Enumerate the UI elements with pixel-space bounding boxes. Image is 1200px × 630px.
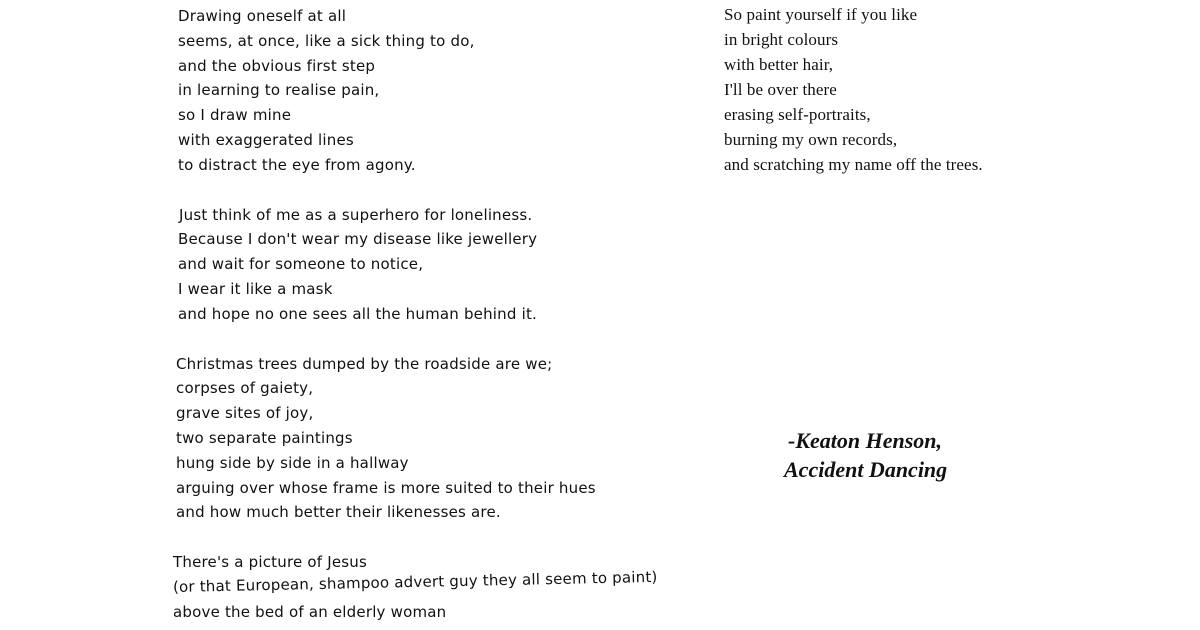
poem-line: with better hair, <box>724 55 834 74</box>
poem-attribution <box>784 426 947 484</box>
poem-line: in learning to realise pain, <box>178 81 380 100</box>
poem-line: So paint yourself if you like <box>724 5 918 24</box>
poem-line: I'll be over there <box>724 80 837 99</box>
attribution-author: -Keaton Henson, <box>788 428 943 453</box>
poem-line: Drawing oneself at all <box>178 7 347 25</box>
stanza-1 <box>178 4 698 178</box>
poem-line: Just think of me as a superhero for loneliness. <box>179 205 533 224</box>
poem-line: two separate paintings <box>176 428 353 447</box>
poem-line: corpses of gaiety, <box>176 379 314 398</box>
poem-line: hung side by side in a hallway <box>176 453 409 472</box>
poem-line: burning my own records, <box>724 130 898 149</box>
poem-line: Because I don't wear my disease like jewellery <box>178 230 538 249</box>
poem-line: arguing over whose frame is more suited to their hues <box>176 478 596 497</box>
poem-line: (or that European, shampoo advert guy they all seem to paint) <box>172 567 658 596</box>
poem-line: above the bed of an elderly woman <box>173 602 447 621</box>
poem-line: and scratching my name off the trees. <box>724 155 983 174</box>
poem-line: There's a picture of Jesus <box>173 553 368 572</box>
poem-line: so I draw mine <box>178 106 292 125</box>
poem-line: I wear it like a mask <box>178 279 333 298</box>
poem-line: seems, at once, like a sick thing to do, <box>178 31 475 50</box>
poem-right-column <box>724 2 1144 202</box>
stanza-2 <box>178 203 698 327</box>
poem-line: erasing self-portraits, <box>724 105 871 124</box>
attribution-work-title: Accident Dancing <box>784 457 948 482</box>
poem-line: and how much better their likenesses are. <box>176 503 501 522</box>
poem-line: and hope no one sees all the human behind it. <box>178 304 537 323</box>
poem-line: grave sites of joy, <box>176 404 314 423</box>
stanza-3 <box>176 352 698 526</box>
poem-left-column <box>172 4 698 630</box>
poem-line: with exaggerated lines <box>178 130 354 149</box>
poem-line: Christmas trees dumped by the roadside are we; <box>176 354 553 373</box>
poem-line: to distract the eye from agony. <box>178 155 416 174</box>
poem-line: and the obvious first step <box>178 56 376 75</box>
stanza-4 <box>173 550 698 624</box>
poem-line: in bright colours <box>724 30 839 49</box>
poem-line: and wait for someone to notice, <box>178 255 424 274</box>
stanza-5 <box>724 2 1144 177</box>
